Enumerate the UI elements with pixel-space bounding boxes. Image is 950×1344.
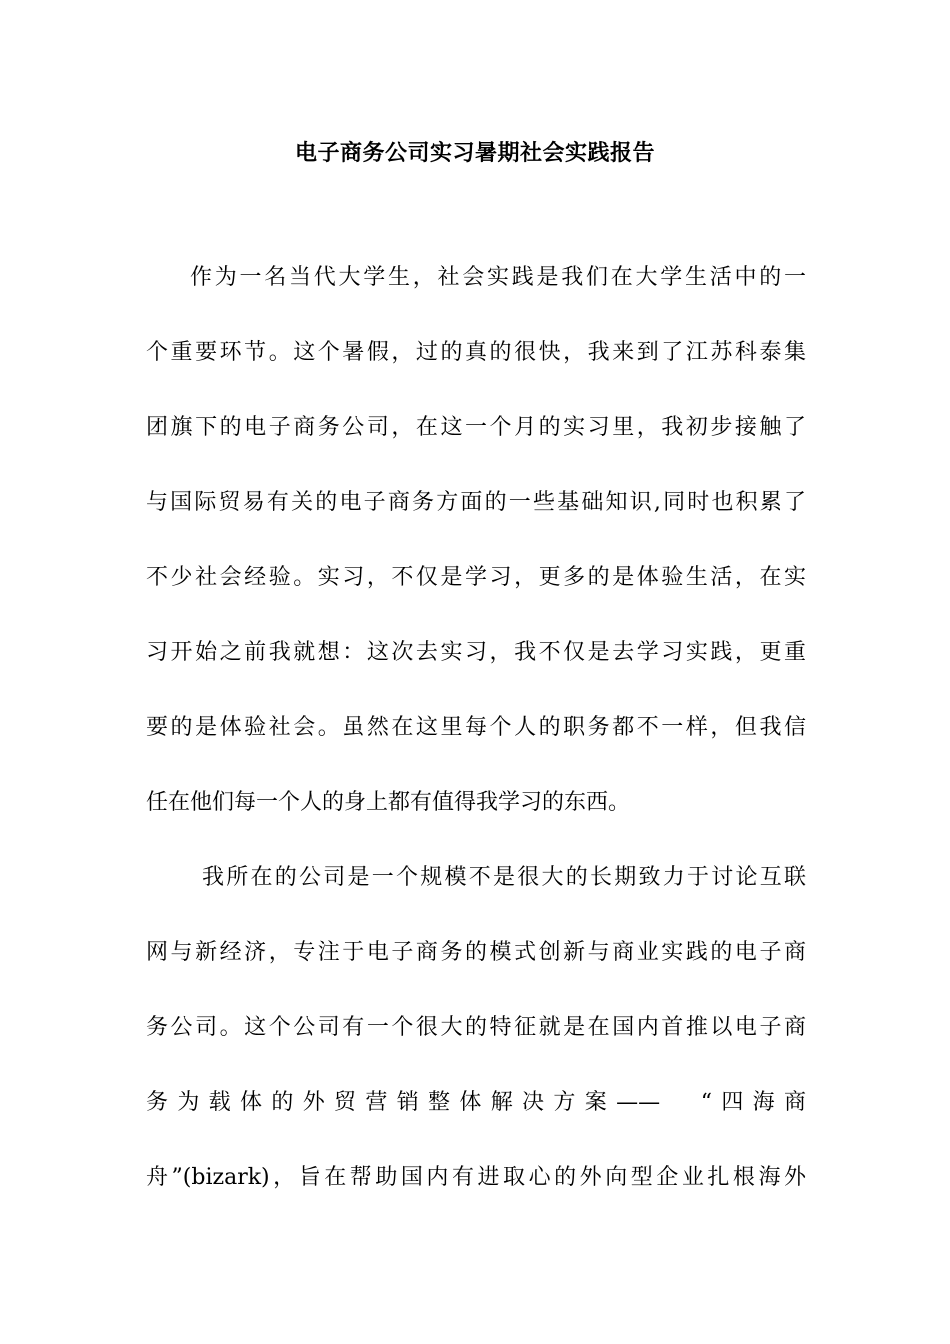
paragraph-1-line-6: 习开始之前我就想：这次去实习，我不仅是去学习实践，更重 xyxy=(146,640,806,665)
paragraph-2-line-5: 舟”(bizark)，旨在帮助国内有进取心的外向型企业扎根海外 xyxy=(146,1165,806,1190)
paragraph-1-line-1: 作为一名当代大学生，社会实践是我们在大学生活中的一 xyxy=(190,265,806,290)
paragraph-2-line-3: 务公司。这个公司有一个很大的特征就是在国内首推以电子商 xyxy=(146,1015,806,1040)
paragraph-1-line-7: 要的是体验社会。虽然在这里每个人的职务都不一样，但我信 xyxy=(146,715,806,740)
paragraph-1-line-4: 与国际贸易有关的电子商务方面的一些基础知识,同时也积累了 xyxy=(146,490,806,515)
document-body xyxy=(146,256,806,1231)
document-title: 电子商务公司实习暑期社会实践报告 xyxy=(294,140,655,166)
paragraph-1-line-3: 团旗下的电子商务公司，在这一个月的实习里，我初步接触了 xyxy=(146,415,806,440)
paragraph-2-line-1: 我所在的公司是一个规模不是很大的长期致力于讨论互联 xyxy=(202,865,806,890)
paragraph-1-line-5: 不少社会经验。实习，不仅是学习，更多的是体验生活，在实 xyxy=(146,565,806,590)
paragraph-1-line-2: 个重要环节。这个暑假，过的真的很快，我来到了江苏科泰集 xyxy=(146,340,806,365)
paragraph-2-line-2: 网与新经济，专注于电子商务的模式创新与商业实践的电子商 xyxy=(146,940,806,965)
paragraph-1-line-8: 任在他们每一个人的身上都有值得我学习的东西。 xyxy=(146,790,631,815)
paragraph-2-line-4: 务为载体的外贸营销整体解决方案—— “四海商 xyxy=(146,1090,806,1115)
